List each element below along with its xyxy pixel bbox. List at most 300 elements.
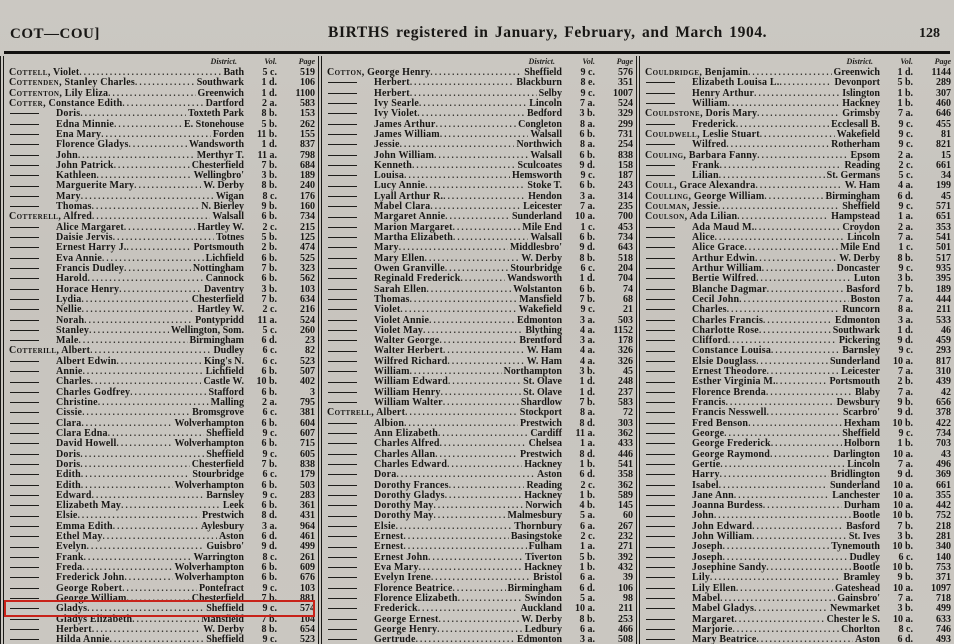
- district-text: Shardlow: [520, 397, 562, 408]
- volume-text: 6 b.: [579, 283, 595, 295]
- volume-text: 7 a.: [898, 366, 913, 378]
- leader-dots: [441, 387, 522, 397]
- given-name-text: Harry: [692, 469, 720, 481]
- volume-text: 2 c.: [262, 304, 277, 316]
- district-text: Hampstead: [831, 211, 880, 223]
- given-name-text: Arthur William: [692, 262, 762, 274]
- page-column-label: Page: [298, 57, 315, 66]
- ditto-dash: [328, 474, 357, 475]
- volume-text: 7 b.: [579, 397, 595, 408]
- index-row: [645, 98, 951, 108]
- leader-dots: [430, 67, 522, 77]
- ditto-dash: [328, 330, 357, 331]
- given-name-text: Edward: [56, 489, 92, 501]
- page-ref-text: 43: [941, 448, 951, 460]
- volume-text: 2 a.: [898, 149, 913, 161]
- given-name-text: John William: [692, 531, 753, 543]
- district-text: Sunderland: [511, 211, 562, 223]
- given-name-text: Charlotte Rose: [692, 324, 759, 336]
- district-text: Dudley: [849, 551, 880, 563]
- ditto-dash: [10, 588, 39, 589]
- ditto-dash: [10, 536, 39, 537]
- leader-dots: [399, 242, 508, 252]
- page-ref-text: 604: [300, 417, 315, 429]
- leader-dots: [103, 531, 217, 541]
- volume-text: 1 d.: [261, 77, 277, 89]
- ditto-dash: [10, 134, 39, 135]
- district-text: Wolverhampton: [174, 417, 244, 429]
- district-text: Leicester: [841, 366, 880, 378]
- ditto-dash: [328, 82, 357, 83]
- page-ref-text: 178: [618, 335, 633, 347]
- district-text: Swindon: [524, 592, 562, 604]
- given-name-text: Ethel May: [56, 531, 103, 543]
- given-name-text: James Arthur: [374, 118, 436, 130]
- given-name-text: William Henry: [374, 386, 441, 398]
- index-row: [9, 480, 315, 490]
- given-name-text: George Ernest: [374, 613, 439, 625]
- ditto-dash: [646, 361, 675, 362]
- leader-dots: [453, 222, 521, 232]
- page-ref-text: 1100: [295, 87, 315, 99]
- district-text: Sheffield: [842, 201, 880, 213]
- ditto-dash: [646, 495, 675, 496]
- volume-text: 1 d.: [579, 273, 595, 285]
- leader-dots: [427, 284, 512, 294]
- volume-text: 6 b.: [261, 479, 277, 491]
- leader-dots: [80, 108, 186, 118]
- surname-text: Cotton: [327, 67, 362, 78]
- ditto-dash: [328, 454, 357, 455]
- volume-text: 1 b.: [579, 489, 595, 501]
- district-text: Toxteth Park: [187, 108, 244, 120]
- district-text: Hackney: [842, 97, 880, 109]
- district-text: Greenwich: [833, 67, 880, 78]
- page-ref-text: 461: [300, 531, 315, 543]
- ditto-dash: [328, 93, 357, 94]
- index-row: [645, 583, 951, 593]
- given-name-text: Lily Ellen: [692, 582, 736, 594]
- volume-text: 3 b.: [897, 531, 913, 543]
- ditto-dash: [328, 320, 357, 321]
- index-row: [645, 139, 951, 149]
- district-text: Basford: [846, 283, 880, 295]
- page-ref-text: 734: [300, 211, 315, 223]
- page-ref-text: 243: [618, 180, 633, 192]
- index-row: [645, 253, 951, 263]
- given-name-text: George William: [56, 592, 127, 604]
- ditto-dash: [646, 474, 675, 475]
- page-ref-text: 496: [936, 458, 951, 470]
- page-ref-text: 189: [936, 283, 951, 295]
- volume-text: 9 c.: [580, 304, 595, 316]
- volume-text: 10 b.: [256, 376, 277, 388]
- district-text: Pontypridd: [195, 314, 244, 326]
- leader-dots: [763, 500, 842, 510]
- leader-dots: [449, 480, 525, 490]
- page-ref-text: 392: [618, 551, 633, 563]
- given-name-text: Frank: [692, 159, 720, 171]
- leader-dots: [113, 232, 214, 242]
- given-name-text: Sarah Ellen: [374, 283, 427, 295]
- district-text: Blaby: [854, 386, 880, 398]
- district-text: W. Ham: [526, 345, 562, 357]
- ditto-dash: [328, 134, 357, 135]
- column-header: [645, 57, 951, 67]
- leader-dots: [726, 397, 835, 407]
- given-name-text: George: [692, 427, 725, 439]
- page-ref-text: 446: [618, 448, 633, 460]
- page-ref-text: 746: [936, 623, 951, 635]
- index-row: [327, 304, 633, 314]
- district-text: Sheffield: [842, 427, 880, 439]
- page-ref-text: 323: [300, 262, 315, 274]
- page-ref-text: 676: [300, 572, 315, 584]
- given-name-text: Francis Nesswell: [692, 407, 767, 419]
- leader-dots: [412, 160, 515, 170]
- district-text: Wolstanton: [513, 283, 562, 295]
- district-text: St. Germans: [826, 170, 880, 182]
- leader-dots: [82, 562, 172, 572]
- index-row: [327, 438, 633, 448]
- index-row: [645, 387, 951, 397]
- index-row: [9, 77, 315, 87]
- district-text: Sheffield: [206, 603, 244, 615]
- volume-text: 4 b.: [579, 500, 595, 512]
- district-text: Boston: [850, 293, 880, 305]
- index-row: [327, 407, 633, 417]
- leader-dots: [425, 253, 520, 263]
- given-name-text: Mary: [56, 190, 81, 202]
- volume-text: 9 c.: [262, 582, 277, 594]
- volume-text: 9 c.: [898, 139, 913, 151]
- ditto-dash: [328, 103, 357, 104]
- leader-dots: [756, 356, 828, 366]
- ditto-dash: [646, 382, 675, 383]
- given-name-text: Henry Arthur: [692, 87, 755, 99]
- page-ref-text: 734: [936, 427, 951, 439]
- page-ref-text: 576: [618, 67, 633, 78]
- volume-text: 1 c.: [580, 221, 595, 233]
- district-text: W. Derby: [521, 252, 562, 264]
- index-row: [645, 490, 951, 500]
- index-row: [327, 603, 633, 613]
- district-text: Portsmouth: [193, 242, 244, 254]
- volume-text: 6 a.: [580, 572, 595, 584]
- page-ref-text: 3: [310, 386, 315, 398]
- volume-text: 7 b.: [261, 159, 277, 171]
- district-text: Grimsby: [842, 108, 880, 120]
- volume-text: 8 b.: [579, 613, 595, 625]
- given-name-text: Charles Alfred: [374, 438, 440, 450]
- index-row: [327, 480, 633, 490]
- volume-text: 3 b.: [897, 603, 913, 615]
- page-ref-text: 103: [300, 582, 315, 594]
- index-row: [9, 449, 315, 459]
- leader-dots: [116, 356, 202, 366]
- district-text: Reading: [844, 159, 880, 171]
- volume-text: 3 a.: [898, 314, 913, 326]
- page-ref-text: 654: [300, 623, 315, 635]
- index-row: [9, 490, 315, 500]
- district-text: Lanchester: [832, 489, 880, 501]
- volume-text: 1 d.: [579, 376, 595, 388]
- leader-dots: [720, 469, 829, 479]
- district-text: Edmonton: [516, 314, 562, 326]
- ditto-dash: [328, 299, 357, 300]
- district-text: Southwark: [196, 77, 244, 89]
- volume-text: 4 a.: [898, 180, 913, 192]
- ditto-dash: [646, 423, 675, 424]
- index-row: [645, 407, 951, 417]
- ditto-dash: [10, 629, 39, 630]
- volume-text: 6 c.: [898, 551, 913, 563]
- leader-dots: [122, 98, 203, 108]
- district-text: Totnes: [216, 232, 244, 243]
- district-text: Hexham: [843, 417, 880, 429]
- index-row: [327, 562, 633, 572]
- page-ref-text: 310: [936, 366, 951, 378]
- district-text: Blackburn: [516, 77, 562, 89]
- given-name-text: Lydia: [56, 293, 82, 305]
- leader-dots: [436, 119, 517, 129]
- given-name-text: Ivy Violet: [374, 108, 418, 120]
- page-ref-text: 199: [936, 180, 951, 192]
- district-text: Aylesbury: [200, 520, 244, 532]
- ditto-dash: [10, 206, 39, 207]
- index-row: [645, 232, 951, 242]
- ditto-dash: [328, 495, 357, 496]
- leader-dots: [404, 418, 518, 428]
- index-row: [327, 541, 633, 551]
- volume-text: 8 b.: [897, 252, 913, 264]
- district-text: Walsall: [530, 128, 562, 140]
- district-text: Northampton: [503, 366, 562, 378]
- given-name-text: Blanche Dagmar: [692, 283, 767, 295]
- district-text: Edmonton: [834, 314, 880, 326]
- given-name-text: John: [56, 149, 78, 161]
- index-row: [9, 397, 315, 407]
- index-row: [645, 356, 951, 366]
- district-text: Greenwich: [197, 87, 244, 99]
- ditto-dash: [328, 382, 357, 383]
- given-name-text: Ivy Searle: [374, 97, 420, 109]
- page-ref-text: 795: [300, 397, 315, 408]
- district-text: Sunderland: [829, 355, 880, 367]
- ditto-dash: [646, 124, 675, 125]
- ditto-dash: [328, 268, 357, 269]
- district-text: Stoke T.: [527, 180, 562, 192]
- page-ref-text: 307: [936, 87, 951, 99]
- page-ref-text: 381: [300, 407, 315, 419]
- index-row: [9, 150, 315, 160]
- given-name-text: Dorothy May: [374, 510, 434, 522]
- volume-text: 7 a.: [898, 232, 913, 243]
- page-ref-text: 60: [623, 510, 633, 522]
- ditto-dash: [10, 258, 39, 259]
- page-ref-text: 218: [936, 520, 951, 532]
- leader-dots: [754, 88, 840, 98]
- volume-text: 7 a.: [898, 108, 913, 120]
- ditto-dash: [10, 237, 39, 238]
- given-name-text: Dorothy Gladys: [374, 489, 445, 501]
- ditto-dash: [10, 371, 39, 372]
- district-text: N. Bierley: [201, 201, 244, 213]
- ditto-dash: [328, 577, 357, 578]
- surname-text: Coull: [645, 180, 675, 192]
- surname-text: Cottrell: [327, 407, 372, 419]
- volume-text: 6 b.: [261, 252, 277, 264]
- page-ref-text: 267: [618, 520, 633, 532]
- page-ref-text: 661: [936, 479, 951, 491]
- district-text: Lichfield: [205, 252, 244, 264]
- index-row: [9, 160, 315, 170]
- volume-text: 6 b.: [261, 562, 277, 573]
- volume-text: 7 a.: [580, 201, 595, 213]
- index-row: [9, 603, 315, 613]
- index-row: [645, 67, 951, 77]
- index-row: [327, 139, 633, 149]
- index-row: [327, 469, 633, 479]
- leader-dots: [410, 88, 537, 98]
- ditto-dash: [328, 155, 357, 156]
- page-ref-text: 314: [618, 190, 633, 202]
- district-text: W. Derby: [521, 613, 562, 625]
- volume-text: 6 b.: [579, 232, 595, 243]
- page-ref-text: 81: [941, 128, 951, 140]
- ditto-dash: [10, 299, 39, 300]
- volume-text: 3 a.: [580, 634, 595, 644]
- district-text: Dartford: [205, 97, 244, 109]
- given-name-text: Frederick John: [56, 572, 125, 584]
- ditto-dash: [328, 124, 357, 125]
- page-ref-text: 103: [300, 283, 315, 295]
- volume-text: 1 b.: [897, 97, 913, 109]
- vol-column-label: Vol.: [582, 57, 595, 66]
- page-ref-text: 395: [936, 273, 951, 285]
- leader-dots: [418, 603, 518, 613]
- volume-text: 7 b.: [261, 262, 277, 274]
- index-row: [327, 180, 633, 190]
- district-text: King's N.: [203, 355, 244, 367]
- page-ref-text: 964: [300, 520, 315, 532]
- page-ref-text: 661: [936, 159, 951, 171]
- volume-text: 6 b.: [261, 500, 277, 512]
- page-ref-text: 237: [618, 386, 633, 398]
- index-row: [645, 541, 951, 551]
- index-row: [327, 572, 633, 582]
- index-row: [645, 449, 951, 459]
- district-text: Auckland: [520, 603, 562, 615]
- leader-dots: [437, 624, 523, 634]
- ditto-dash: [646, 464, 675, 465]
- index-row: [645, 603, 951, 613]
- leader-dots: [771, 438, 842, 448]
- leader-dots: [410, 366, 502, 376]
- page-ref-text: 524: [618, 97, 633, 109]
- ditto-dash: [328, 351, 357, 352]
- index-row: [327, 273, 633, 283]
- page-ref-text: 261: [300, 551, 315, 563]
- ditto-dash: [10, 247, 39, 248]
- index-row: [327, 418, 633, 428]
- page-ref-text: 293: [936, 345, 951, 357]
- ditto-dash: [10, 268, 39, 269]
- given-name-text: Clara: [56, 417, 82, 429]
- ditto-dash: [10, 186, 39, 187]
- page-ref-text: 523: [300, 355, 315, 367]
- index-row: [645, 273, 951, 283]
- leader-dots: [766, 387, 853, 397]
- page-ref-text: 837: [300, 139, 315, 151]
- entry-name: Couldridge, Benjamin: [645, 67, 749, 78]
- volume-text: 10 a.: [893, 500, 913, 512]
- given-name-text: Marion Margaret: [374, 221, 453, 233]
- surname-text: Cottell: [9, 67, 48, 78]
- ditto-dash: [328, 526, 357, 527]
- given-name-text: Reginald Frederick: [374, 273, 461, 285]
- index-row: [9, 469, 315, 479]
- given-name-text: Ada Maud M.: [692, 221, 755, 233]
- index-row: [9, 263, 315, 273]
- page-ref-text: 371: [936, 572, 951, 584]
- given-name-text: Lucy Annie: [374, 180, 426, 192]
- district-text: Epsom: [850, 149, 880, 161]
- index-row: [327, 263, 633, 273]
- district-text: Lincoln: [847, 232, 880, 243]
- ditto-dash: [10, 402, 39, 403]
- district-text: W. Derby: [203, 180, 244, 192]
- index-row: [327, 284, 633, 294]
- given-name-text: Doris: [56, 458, 81, 470]
- index-row: [327, 170, 633, 180]
- page-ref-text: 935: [936, 262, 951, 274]
- leader-dots: [767, 284, 844, 294]
- given-name-text: Dorothy May: [374, 500, 434, 512]
- ditto-dash: [646, 93, 675, 94]
- surname-text: Couldwell: [645, 128, 698, 140]
- district-text: Cannock: [205, 273, 244, 285]
- given-name-text: John Patrick: [56, 159, 114, 171]
- district-text: Forden: [212, 128, 244, 140]
- given-name-text: Marjorie: [692, 623, 733, 635]
- given-name-text: Gertie: [692, 458, 721, 470]
- ditto-dash: [328, 340, 357, 341]
- page-ref-text: 607: [300, 427, 315, 439]
- page-ref-text: 369: [936, 469, 951, 481]
- ditto-dash: [646, 516, 675, 517]
- ditto-dash: [10, 557, 39, 558]
- ditto-dash: [646, 588, 675, 589]
- ditto-dash: [646, 412, 675, 413]
- index-row: [327, 119, 633, 129]
- page-ref-text: 254: [618, 139, 633, 151]
- ditto-dash: [10, 124, 39, 125]
- index-row: [9, 294, 315, 304]
- leader-dots: [752, 531, 847, 541]
- district-text: Chester le S.: [826, 613, 880, 625]
- district-text: Hackney: [524, 489, 562, 501]
- entry-name: Cottrell, Albert: [327, 407, 406, 419]
- district-text: Reading: [526, 479, 562, 491]
- index-row: [645, 562, 951, 572]
- given-name-text: Joanna Burdess: [692, 500, 763, 512]
- district-text: Pickering: [838, 335, 880, 347]
- page-ref-text: 289: [936, 77, 951, 89]
- page-ref-text: 211: [618, 603, 633, 615]
- volume-text: 1 d.: [579, 386, 595, 398]
- volume-text: 9 b.: [897, 572, 913, 584]
